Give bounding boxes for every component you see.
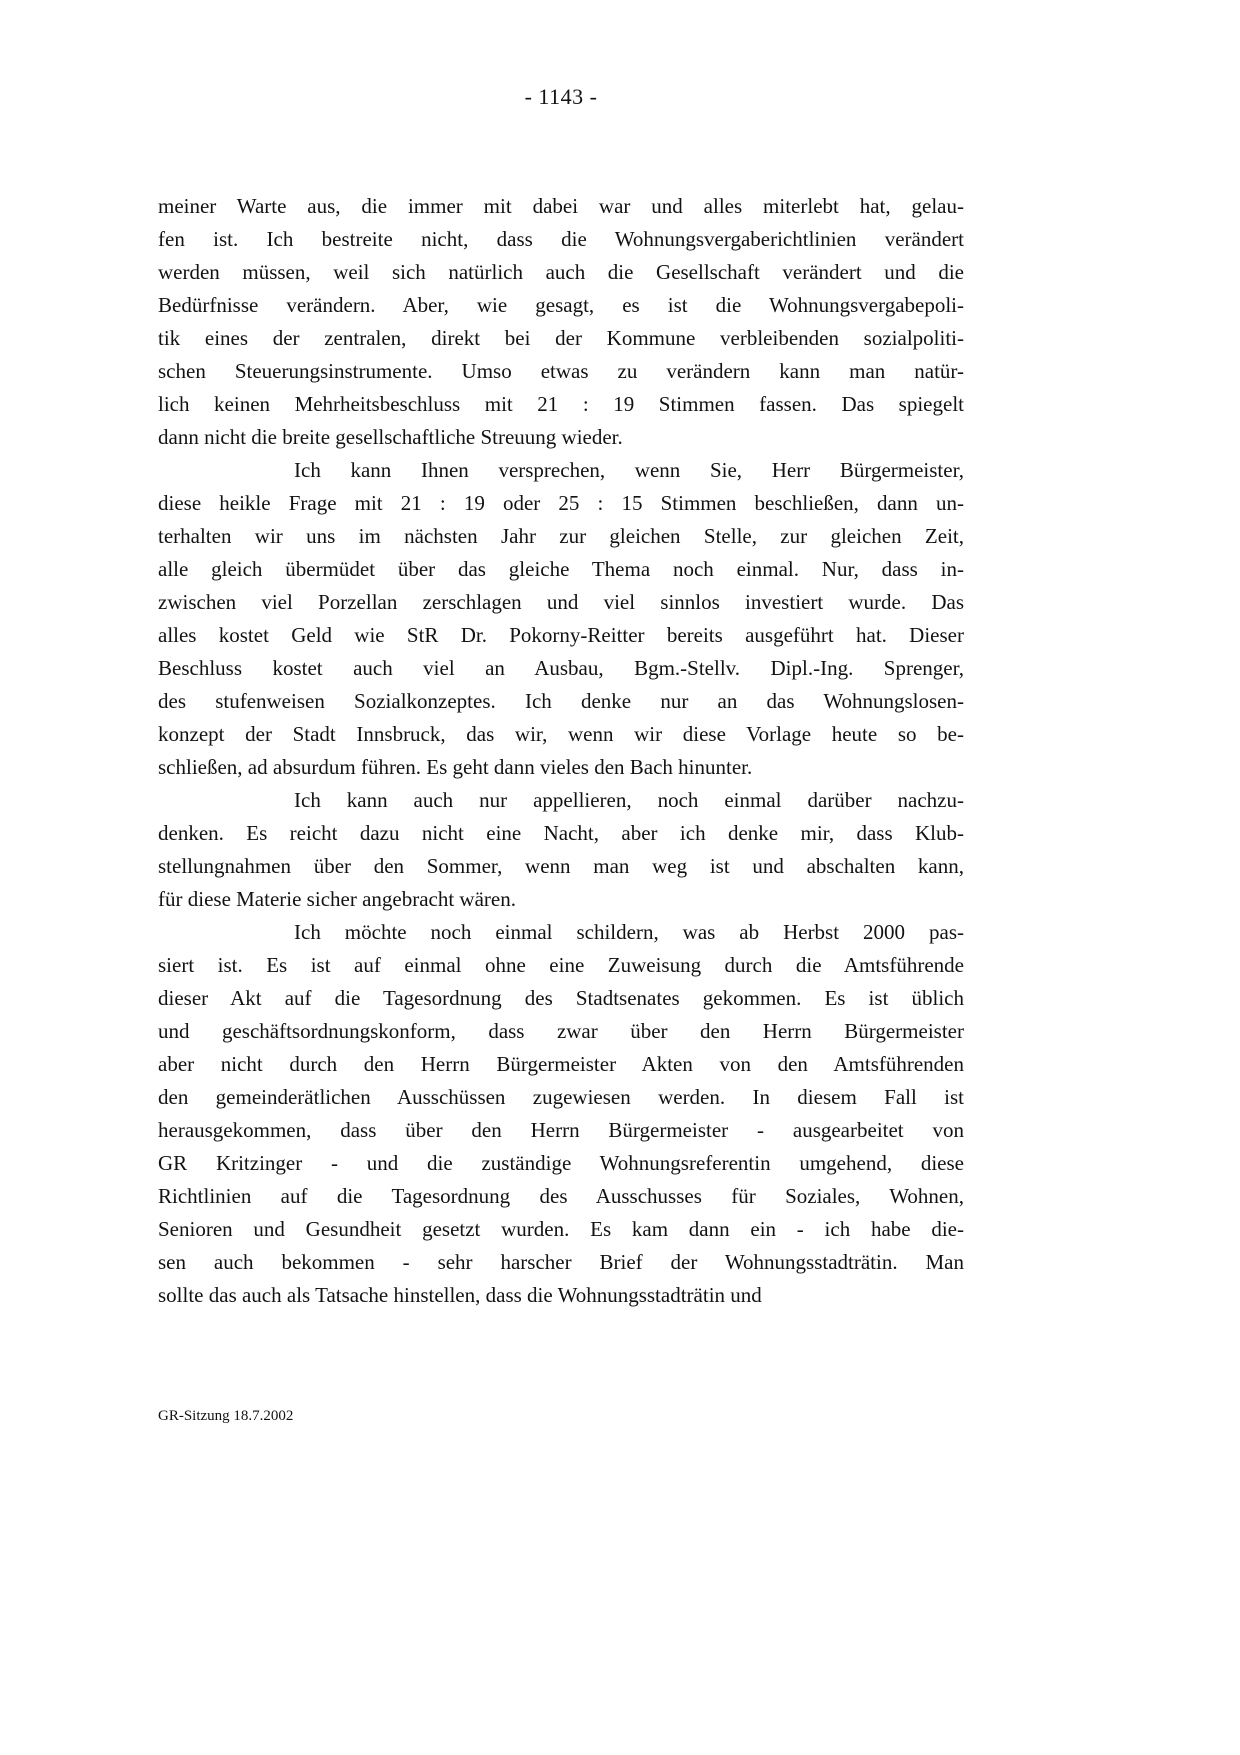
text-line: sen auch bekommen - sehr harscher Brief der Wohnungsstadträtin. Man <box>158 1250 964 1274</box>
text-line: denken. Es reicht dazu nicht eine Nacht, aber ich denke mir, dass Klub- <box>158 821 964 845</box>
paragraph <box>158 784 964 916</box>
text-line: des stufenweisen Sozialkonzeptes. Ich denke nur an das Wohnungslosen- <box>158 689 964 713</box>
text-line: alle gleich übermüdet über das gleiche Thema noch einmal. Nur, dass in- <box>158 557 964 581</box>
text-line: alles kostet Geld wie StR Dr. Pokorny-Reitter bereits ausgeführt hat. Dieser <box>158 623 964 647</box>
text-line: fen ist. Ich bestreite nicht, dass die Wohnungsvergaberichtlinien verändert <box>158 227 964 251</box>
text-line: und geschäftsordnungskonform, dass zwar über den Herrn Bürgermeister <box>158 1019 964 1043</box>
text-line: Bedürfnisse verändern. Aber, wie gesagt, es ist die Wohnungsvergabepoli- <box>158 293 964 317</box>
footer-session-label: GR-Sitzung 18.7.2002 <box>158 1408 294 1424</box>
text-line: sollte das auch als Tatsache hinstellen, dass die Wohnungsstadträtin und <box>158 1283 762 1307</box>
text-line: stellungnahmen über den Sommer, wenn man weg ist und abschalten kann, <box>158 854 964 878</box>
text-line: GR Kritzinger - und die zuständige Wohnungsreferentin umgehend, diese <box>158 1151 964 1175</box>
text-line: terhalten wir uns im nächsten Jahr zur gleichen Stelle, zur gleichen Zeit, <box>158 524 964 548</box>
text-line: Ich kann auch nur appellieren, noch einmal darüber nachzu- <box>294 788 964 812</box>
text-line: Ich möchte noch einmal schildern, was ab Herbst 2000 pas- <box>294 920 964 944</box>
text-line: siert ist. Es ist auf einmal ohne eine Zuweisung durch die Amtsführende <box>158 953 964 977</box>
text-line: dieser Akt auf die Tagesordnung des Stadtsenates gekommen. Es ist üblich <box>158 986 964 1010</box>
text-line: schließen, ad absurdum führen. Es geht dann vieles den Bach hinunter. <box>158 755 753 779</box>
text-line: Ich kann Ihnen versprechen, wenn Sie, Herr Bürgermeister, <box>294 458 964 482</box>
text-line: tik eines der zentralen, direkt bei der Kommune verbleibenden sozialpoliti- <box>158 326 964 350</box>
text-line: diese heikle Frage mit 21 : 19 oder 25 : 15 Stimmen beschließen, dann un- <box>158 491 964 515</box>
text-line: aber nicht durch den Herrn Bürgermeister Akten von den Amtsführenden <box>158 1052 964 1076</box>
document-body <box>158 190 964 1312</box>
text-line: werden müssen, weil sich natürlich auch die Gesellschaft verändert und die <box>158 260 964 284</box>
paragraph <box>158 454 964 784</box>
text-line: meiner Warte aus, die immer mit dabei war und alles miterlebt hat, gelau- <box>158 194 964 218</box>
text-line: zwischen viel Porzellan zerschlagen und viel sinnlos investiert wurde. Das <box>158 590 964 614</box>
paragraph <box>158 916 964 1312</box>
text-line: schen Steuerungsinstrumente. Umso etwas zu verändern kann man natür- <box>158 359 964 383</box>
text-line: Senioren und Gesundheit gesetzt wurden. Es kam dann ein - ich habe die- <box>158 1217 964 1241</box>
text-line: für diese Materie sicher angebracht wären. <box>158 887 516 911</box>
text-line: Beschluss kostet auch viel an Ausbau, Bgm.-Stellv. Dipl.-Ing. Sprenger, <box>158 656 964 680</box>
text-line: den gemeinderätlichen Ausschüssen zugewiesen werden. In diesem Fall ist <box>158 1085 964 1109</box>
text-line: herausgekommen, dass über den Herrn Bürgermeister - ausgearbeitet von <box>158 1118 964 1142</box>
text-line: lich keinen Mehrheitsbeschluss mit 21 : 19 Stimmen fassen. Das spiegelt <box>158 392 964 416</box>
text-line: dann nicht die breite gesellschaftliche Streuung wieder. <box>158 425 623 449</box>
text-line: konzept der Stadt Innsbruck, das wir, wenn wir diese Vorlage heute so be- <box>158 722 964 746</box>
text-line: Richtlinien auf die Tagesordnung des Ausschusses für Soziales, Wohnen, <box>158 1184 964 1208</box>
paragraph <box>158 190 964 454</box>
page-number: - 1143 - <box>524 84 598 109</box>
